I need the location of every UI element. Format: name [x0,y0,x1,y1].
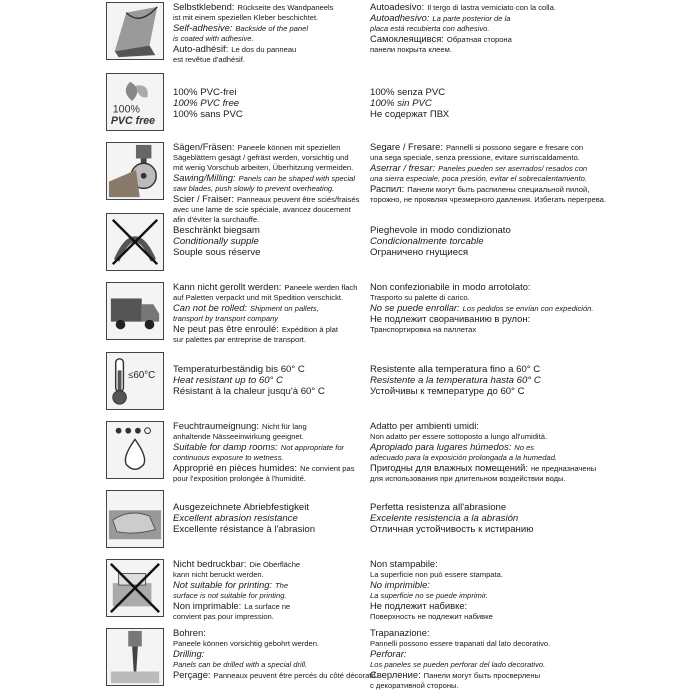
line-text: Shipment on pallets, [250,304,319,313]
right-line [370,364,690,375]
line-heading: Сверление: [370,669,421,680]
line-text: Panneaux peuvent être sciés/fraisés [236,195,360,204]
right-line [370,474,690,484]
line-text: auf Paletten verpackt und mit Spedition verschickt. [173,293,344,302]
right-line [370,670,690,681]
line-heading: Self-adhesive: [173,22,233,33]
line-heading: 100% PVC free [173,98,240,109]
right-line [370,628,690,639]
line-text: Rückseite des Wandpaneels [237,3,334,12]
line-text: Panels can be shaped with special [238,174,356,183]
left-line [173,442,368,453]
line-text: Поверхность не подлежит набивке [370,612,493,621]
line-heading: Nicht bedruckbar: [173,558,247,569]
line-text: Panneaux peuvent être percés du côté décoratif. [213,671,378,680]
line-heading: Souple sous réserve [173,247,261,258]
line-heading: Beschränkt biegsam [173,225,260,236]
description-de-en-fr [173,225,368,258]
line-text: La superficie non può essere stampata. [370,570,503,579]
water-drop-icon [106,421,164,479]
line-text: sur palettes par entreprise de transport. [173,335,306,344]
left-line [173,236,368,247]
description-it-es-ru [370,282,690,335]
line-text: Панели могут быть распилены специальной пилой, [407,185,590,194]
line-heading: Auto-adhésif: [173,43,229,54]
line-text: Not appropriate for [280,443,345,452]
line-text: No es [514,443,535,452]
temperature-limit: ≤60°C [128,370,156,382]
left-line [173,421,368,432]
line-text: mit wenig Vorschub arbeiten, Überhitzung vermeiden. [173,163,354,172]
line-heading: Устойчивы к температуре до 60° C [370,386,525,397]
left-line [173,282,368,293]
line-heading: Perfetta resistenza all'abrasione [370,502,507,513]
right-line [370,87,690,98]
line-heading: Apropiado para lugares húmedos: [370,441,512,452]
adhesive-back-icon [106,2,164,60]
left-line [173,215,368,225]
line-text: Il tergo di lastra verniciato con la colla. [427,3,556,12]
left-line [173,628,368,639]
right-line [370,513,690,524]
description-de-en-fr [173,2,368,65]
line-heading: No imprimible: [370,579,430,590]
line-heading: Excellent abrasion resistance [173,513,298,524]
line-heading: Resistente alla temperatura fino a 60° C [370,364,541,375]
line-text: pour l'exposition prolongée à l'humidité. [173,474,306,483]
left-line [173,324,368,335]
line-text: transport by transport company [173,314,279,323]
left-line [173,109,368,120]
line-heading: Ограничено гнущиеся [370,247,469,258]
line-text: ist mit einem speziellen Kleber beschichtet. [173,13,319,22]
line-text: La parte posterior de la [432,14,511,23]
left-line [173,225,368,236]
description-de-en-fr [173,559,368,622]
line-text: surface is not suitable for printing. [173,591,287,600]
left-line [173,194,368,205]
line-text: Los pedidos se envían con expedición. [462,304,594,313]
line-text: Trasporto su palette di carico. [370,293,470,302]
right-line [370,639,690,649]
right-line [370,314,690,325]
line-text: панели покрыта клеем. [370,45,452,54]
left-line [173,375,368,386]
line-heading: Suitable for damp rooms: [173,441,278,452]
description-it-es-ru [370,2,690,55]
left-line [173,386,368,397]
right-line [370,282,690,293]
no-printing-icon [106,559,164,617]
line-heading: 100% PVC-frei [173,87,237,98]
line-heading: Non confezionabile in modo arrotolato: [370,281,531,292]
line-heading: Approprié en pièces humides: [173,462,298,473]
line-heading: Resistente a la temperatura hasta 60° C [370,375,541,386]
pvc-free-label: PVC free [110,115,156,128]
line-heading: No se puede enrollar: [370,302,460,313]
line-text: Expédition à plat [281,325,338,334]
description-de-en-fr [173,87,368,120]
description-de-en-fr [173,142,368,225]
line-heading: Распил: [370,183,405,194]
line-text: Backside of the panel [235,24,309,33]
abrasion-hand-icon [106,490,164,548]
right-line [370,442,690,453]
left-line [173,2,368,13]
right-line [370,247,690,258]
left-line [173,247,368,258]
left-line [173,55,368,65]
line-text: торожно, не проявляя чрезмерного давления. Избегать перегрева. [370,195,607,204]
line-text: La surface ne [244,602,291,611]
right-line [370,174,690,184]
description-it-es-ru [370,364,690,397]
right-line [370,375,690,386]
right-line [370,236,690,247]
line-heading: Perçage: [173,669,211,680]
right-line [370,463,690,474]
line-heading: Non imprimable: [173,600,242,611]
line-text: для использования при длительном воздействии воды. [370,474,566,483]
left-line [173,612,368,622]
right-line [370,580,690,591]
line-text: Paneele können vorsichtig gebohrt werden. [173,639,320,648]
description-it-es-ru [370,87,690,120]
right-line [370,502,690,513]
line-text: is coated with adhesive. [173,34,254,43]
line-heading: Autoadhesivo: [370,12,430,23]
line-text: Транспортировка на паллетах [370,325,477,334]
line-text: The [275,581,289,590]
line-text: Nicht für lang [262,422,307,431]
left-line [173,98,368,109]
line-heading: 100% sans PVC [173,109,243,120]
line-text: Los paneles se pueden perforar del lado decorativo. [370,660,546,669]
right-line [370,34,690,45]
left-line [173,649,368,660]
line-heading: 100% sin PVC [370,98,432,109]
left-line [173,364,368,375]
line-heading: Sawing/Milling: [173,172,236,183]
left-line [173,474,368,484]
right-line [370,649,690,660]
line-text: Non adatto per essere sottoposto a lungo all'umidità. [370,432,548,441]
description-it-es-ru [370,502,690,535]
left-line [173,502,368,513]
line-text: Le dos du panneau [231,45,297,54]
line-heading: Самоклеящився: [370,33,444,44]
line-heading: Excellente résistance à l'abrasion [173,524,316,535]
line-text: afin d'éviter la surchauffe. [173,215,260,224]
left-line [173,335,368,345]
right-line [370,184,690,195]
line-heading: Not suitable for printing: [173,579,273,590]
line-heading: Bohren: [173,627,206,638]
description-de-en-fr [173,364,368,397]
pvc-free-icon [106,73,164,131]
right-line [370,325,690,335]
line-text: est revêtue d'adhésif. [173,55,245,64]
line-heading: Autoadesivo: [370,1,425,12]
right-line [370,13,690,24]
line-heading: Pieghevole in modo condizionato [370,225,511,236]
line-text: Обратная сторона [446,35,512,44]
line-heading: Selbstklebend: [173,1,235,12]
line-heading: Не содержат ПВХ [370,109,450,120]
description-it-es-ru [370,421,690,484]
line-heading: Can not be rolled: [173,302,248,313]
right-line [370,109,690,120]
line-text: placa está recubierta con adhesivo. [370,24,490,33]
right-line [370,601,690,612]
left-line [173,44,368,55]
line-heading: Perforar: [370,648,407,659]
left-line [173,513,368,524]
left-line [173,669,378,681]
description-it-es-ru [370,142,690,205]
line-heading: Drilling: [173,648,205,659]
line-heading: Пригодны для влажных помещений: [370,462,528,473]
line-text: Pannelli si possono segare e fresare con [445,143,584,152]
thermometer-icon [106,352,164,410]
line-heading: Excelente resistencia a la abrasión [370,513,519,524]
right-line [370,421,690,432]
line-text: Sägeblättern gesägt / gefräst werden, vorsichtig und [173,153,349,162]
drill-icon [106,628,164,686]
line-heading: Segare / Fresare: [370,141,443,152]
left-line [173,601,368,612]
left-line [173,524,368,535]
line-text: convient pas pour impression. [173,612,274,621]
line-text: Pannelli possono essere trapanati dal lato decorativo. [370,639,551,648]
line-text: не предназначены [530,464,597,473]
line-text: una sega speciale, senza pressione, evitare surriscaldamento. [370,153,580,162]
line-heading: Отличная устойчивость к истиранию [370,524,534,535]
line-heading: Не подлежит сворачиванию в рулон: [370,313,531,324]
right-line [370,142,690,153]
line-text: saw blades, push slowly to prevent overheating. [173,184,335,193]
line-heading: Kann nicht gerollt werden: [173,281,282,292]
line-text: Paneles pueden ser aserrados/ resados con [438,164,588,173]
line-heading: Не подлежит набивке: [370,600,468,611]
line-heading: Temperaturbeständig bis 60° C [173,364,305,375]
right-line [370,225,690,236]
description-de-en-fr [173,502,368,535]
left-line [173,580,368,591]
description-it-es-ru [370,559,690,622]
right-line [370,386,690,397]
right-line [370,681,690,691]
line-heading: Scier / Fraiser: [173,193,234,204]
limited-bending-icon [106,213,164,271]
line-heading: Feuchtraumeignung: [173,420,259,431]
right-line [370,524,690,535]
left-line [173,23,368,34]
left-line [173,173,368,184]
line-text: avec une lame de scie spéciale, avancez doucement [173,205,351,214]
right-line [370,559,690,570]
line-heading: Conditionally supple [173,236,259,247]
line-text: adecuado para la exposición prolongada a la humedad. [370,453,558,462]
line-text: Панели могут быть просверлены [423,671,541,680]
line-text: kann nicht beruckt werden. [173,570,264,579]
line-heading: Résistant à la chaleur jusqu'à 60° C [173,386,325,397]
right-line [370,163,690,174]
line-text: Paneele werden flach [284,283,358,292]
left-line [173,559,368,570]
line-heading: Aserrar / fresar: [370,162,436,173]
description-de-en-fr [173,282,368,345]
line-text: Die Oberfläche [249,560,301,569]
line-text: Paneele können mit speziellen [237,143,341,152]
line-heading: Condicionalmente torcable [370,236,484,247]
left-line [173,205,368,215]
left-line [173,153,368,163]
line-heading: 100% senza PVC [370,87,446,98]
left-line [173,463,368,474]
right-line [370,45,690,55]
left-line [173,142,368,153]
left-line [173,303,368,314]
line-text: una sierra especiale, poca presión, evitar el sobrecalentamiento. [370,174,587,183]
line-text: Panels can be drilled with a special drill. [173,660,308,669]
line-heading: Sägen/Fräsen: [173,141,235,152]
line-text: с декоративной стороны. [370,681,459,690]
line-text: Ne convient pas [300,464,355,473]
line-heading: Non stampabile: [370,558,438,569]
right-line [370,612,690,622]
saw-blade-icon [106,142,164,200]
left-line [173,87,368,98]
description-de-en-fr [173,627,378,681]
line-text: continuous exposure to wetness. [173,453,284,462]
description-it-es-ru [370,225,690,258]
truck-pallet-icon [106,282,164,340]
description-it-es-ru [370,628,690,691]
line-text: La superficie no se puede imprimir. [370,591,488,600]
description-de-en-fr [173,421,368,484]
line-heading: Trapanazione: [370,627,430,638]
line-heading: Adatto per ambienti umidi: [370,420,479,431]
line-text: anhaltende Nässeeinwirkung geeignet. [173,432,304,441]
pvc-free-percent: 100% [112,103,140,116]
line-heading: Heat resistant up to 60° C [173,375,283,386]
right-line [370,98,690,109]
line-heading: Ausgezeichnete Abriebfestigkeit [173,502,309,513]
line-heading: Ne peut pas être enroulé: [173,323,279,334]
right-line [370,195,690,205]
